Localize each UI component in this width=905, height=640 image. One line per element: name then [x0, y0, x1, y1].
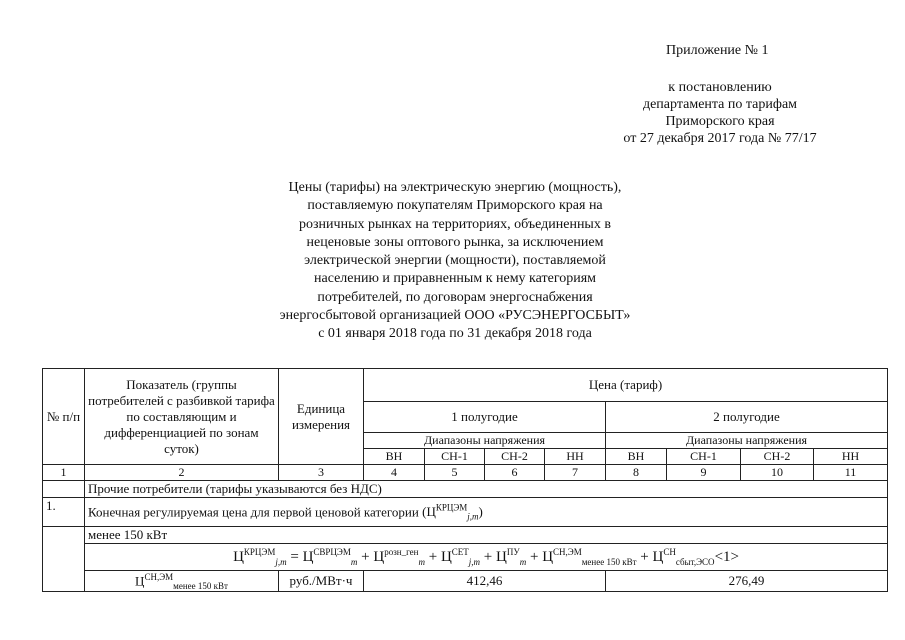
- voltage-level: НН: [814, 449, 888, 465]
- voltage-level: СН-1: [425, 449, 485, 465]
- title-line: поставляемую покупателям Приморского края на: [307, 198, 603, 214]
- appendix-title: Приложение № 1: [666, 43, 769, 58]
- empty-cell: [43, 527, 85, 592]
- header-number: № п/п: [43, 369, 85, 465]
- subgroup-label: менее 150 кВт: [85, 527, 888, 544]
- column-number: 11: [814, 465, 888, 481]
- column-number: 6: [485, 465, 545, 481]
- price-half-1: 412,46: [364, 571, 606, 592]
- title-line: Цены (тарифы) на электрическую энергию (мощность),: [288, 180, 622, 195]
- tariff-table: [42, 368, 888, 592]
- empty-cell: [43, 481, 85, 498]
- title-line: с 01 января 2018 года по 31 декабря 2018 года: [318, 326, 592, 342]
- column-number: 4: [364, 465, 425, 481]
- column-number: 3: [279, 465, 364, 481]
- title-line: энергосбытовой организацией ООО «РУСЭНЕРГОСБЫТ»: [279, 308, 631, 324]
- item-1-symbol: $(Ц^{КРЦЭМ}_{j,m})$: [422, 502, 483, 522]
- item-number: 1.: [43, 498, 85, 527]
- voltage-level: НН: [545, 449, 606, 465]
- decree-line: департамента по тарифам: [642, 97, 798, 112]
- title-line: неценовые зоны оптового рынка, за исключением: [306, 234, 604, 250]
- column-number: 9: [667, 465, 741, 481]
- document-title: [240, 179, 670, 344]
- decree-line: Приморского края: [665, 114, 775, 129]
- decree-line: к постановлению: [668, 80, 772, 95]
- voltage-level: СН-2: [485, 449, 545, 465]
- item-1-text: Конечная регулируемая цена для первой ценовой категории: [88, 503, 419, 519]
- title-line: электрической энергии (мощности), поставляемой: [304, 253, 606, 269]
- price-symbol: $Ц^{СН,ЭМ}_{менее 150 кВт}$: [85, 571, 279, 592]
- footnote-marker: <1>: [714, 549, 739, 565]
- voltage-level: СН-1: [667, 449, 741, 465]
- item-1-description: [85, 498, 888, 527]
- header-indicator: Показатель (группы потребителей с разбивкой тарифа по составляющим и дифференциацией по зонам суток): [85, 369, 279, 465]
- header-price: Цена (тариф): [364, 369, 888, 402]
- header-half-2: 2 полугодие: [606, 402, 888, 433]
- price-half-2: 276,49: [606, 571, 888, 592]
- column-number: 1: [43, 465, 85, 481]
- decree-reference: [600, 79, 840, 147]
- header-voltage-ranges-2: Диапазоны напряжения: [606, 433, 888, 449]
- title-line: розничных рынках на территориях, объединенных в: [299, 216, 611, 232]
- section-title: Прочие потребители (тарифы указываются без НДС): [85, 481, 888, 498]
- column-number: 8: [606, 465, 667, 481]
- column-number: 10: [741, 465, 814, 481]
- column-number: 5: [425, 465, 485, 481]
- voltage-level: ВН: [606, 449, 667, 465]
- decree-line: от 27 декабря 2017 года № 77/17: [623, 131, 817, 146]
- title-line: населению и приравненным к нему категориям: [313, 271, 597, 287]
- voltage-level: ВН: [364, 449, 425, 465]
- price-unit: руб./МВт·ч: [279, 571, 364, 592]
- header-unit: Единица измерения: [279, 369, 364, 465]
- price-formula: $Ц^{КРЦЭМ}_{j,m} = Ц^{СВРЦЭМ}_m + Ц^{розн\_ген}_m + Ц^{СЕТ}_{j,m} + Ц^{ПУ}_m + Ц^{СН,ЭМ}_{менее 150 кВт} + Ц^{СН}_{сбыт,ЭСО}<1>$: [85, 544, 888, 571]
- title-line: потребителей, по договорам энергоснабжения: [317, 289, 593, 305]
- header-half-1: 1 полугодие: [364, 402, 606, 433]
- column-number: 2: [85, 465, 279, 481]
- column-number: 7: [545, 465, 606, 481]
- header-voltage-ranges-1: Диапазоны напряжения: [364, 433, 606, 449]
- voltage-level: СН-2: [741, 449, 814, 465]
